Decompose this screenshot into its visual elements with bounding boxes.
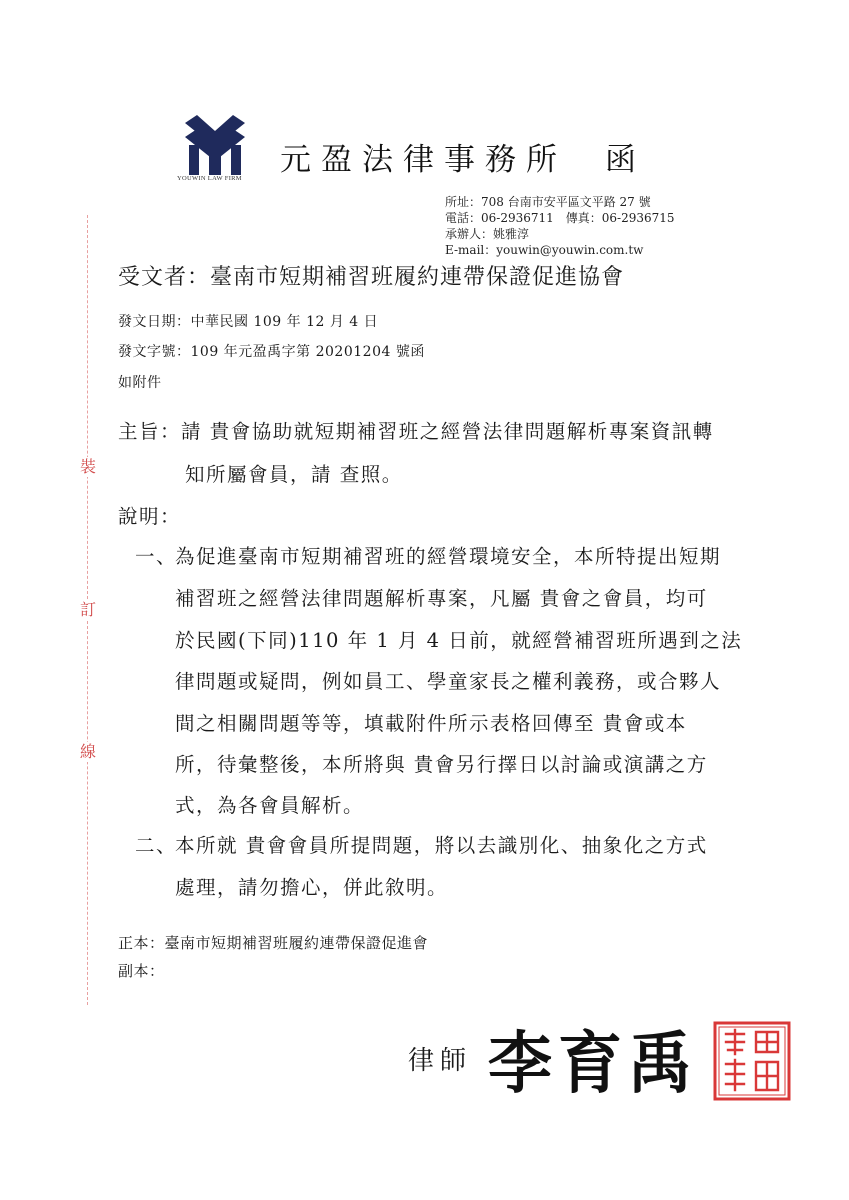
item-1-line: 式，為各會員解析。 bbox=[175, 794, 365, 817]
binding-mark-ding: 訂 bbox=[79, 600, 96, 619]
subject-line-1: 主旨：請 貴會協助就短期補習班之經營法律問題解析專案資訊轉 bbox=[118, 420, 714, 443]
original-recipient: 正本：臺南市短期補習班履約連帶保證促進會 bbox=[118, 934, 429, 952]
item-2-marker: 二、 bbox=[135, 834, 178, 857]
firm-handler: 承辦人：姚雅淳 bbox=[445, 227, 530, 241]
item-1-marker: 一、 bbox=[135, 545, 178, 568]
explanation-heading: 說明： bbox=[118, 505, 182, 528]
lawyer-seal-stamp bbox=[712, 1020, 792, 1102]
firm-email: E-mail：youwin@youwin.com.tw bbox=[445, 243, 644, 257]
firm-address: 所址：708 台南市安平區文平路 27 號 bbox=[445, 195, 651, 209]
item-1-line: 為促進臺南市短期補習班的經營環境安全，本所特提出短期 bbox=[175, 545, 722, 568]
item-1-line: 補習班之經營法律問題解析專案，凡屬 貴會之會員，均可 bbox=[175, 587, 708, 610]
lawyer-signature: 李育禹 bbox=[488, 1024, 698, 1104]
binding-mark-xian: 線 bbox=[79, 742, 96, 761]
item-1-line: 間之相關問題等等，填載附件所示表格回傳至 貴會或本 bbox=[175, 712, 687, 735]
item-2-line: 本所就 貴會會員所提問題，將以去識別化、抽象化之方式 bbox=[175, 834, 708, 857]
item-2-line: 處理，請勿擔心，併此敘明。 bbox=[175, 876, 449, 899]
firm-name: 元盈法律事務所 bbox=[280, 142, 567, 178]
item-1-line: 於民國(下同)110 年 1 月 4 日前，就經營補習班所遇到之法 bbox=[175, 629, 743, 652]
copy-recipient: 副本： bbox=[118, 962, 165, 980]
firm-logo bbox=[185, 115, 245, 175]
firm-phone-fax: 電話：06-2936711 傳真：06-2936715 bbox=[445, 211, 675, 225]
recipient: 受文者：臺南市短期補習班履約連帶保證促進協會 bbox=[118, 265, 625, 290]
lawyer-title: 律師 bbox=[408, 1046, 473, 1076]
reference-number: 發文字號：109 年元盈禹字第 20201204 號函 bbox=[118, 344, 425, 360]
item-1-line: 律問題或疑問，例如員工、學童家長之權利義務，或合夥人 bbox=[175, 670, 722, 693]
attachment-note: 如附件 bbox=[118, 375, 162, 391]
subject-line-2: 知所屬會員，請 查照。 bbox=[185, 463, 403, 486]
document-type: 函 bbox=[605, 142, 636, 178]
logo-caption: YOUWIN LAW FIRM bbox=[177, 175, 242, 182]
binding-mark-zhuang: 裝 bbox=[79, 457, 96, 476]
issue-date: 發文日期：中華民國 109 年 12 月 4 日 bbox=[118, 314, 379, 330]
item-1-line: 所，待彙整後，本所將與 貴會另行擇日以討論或演講之方 bbox=[175, 753, 708, 776]
